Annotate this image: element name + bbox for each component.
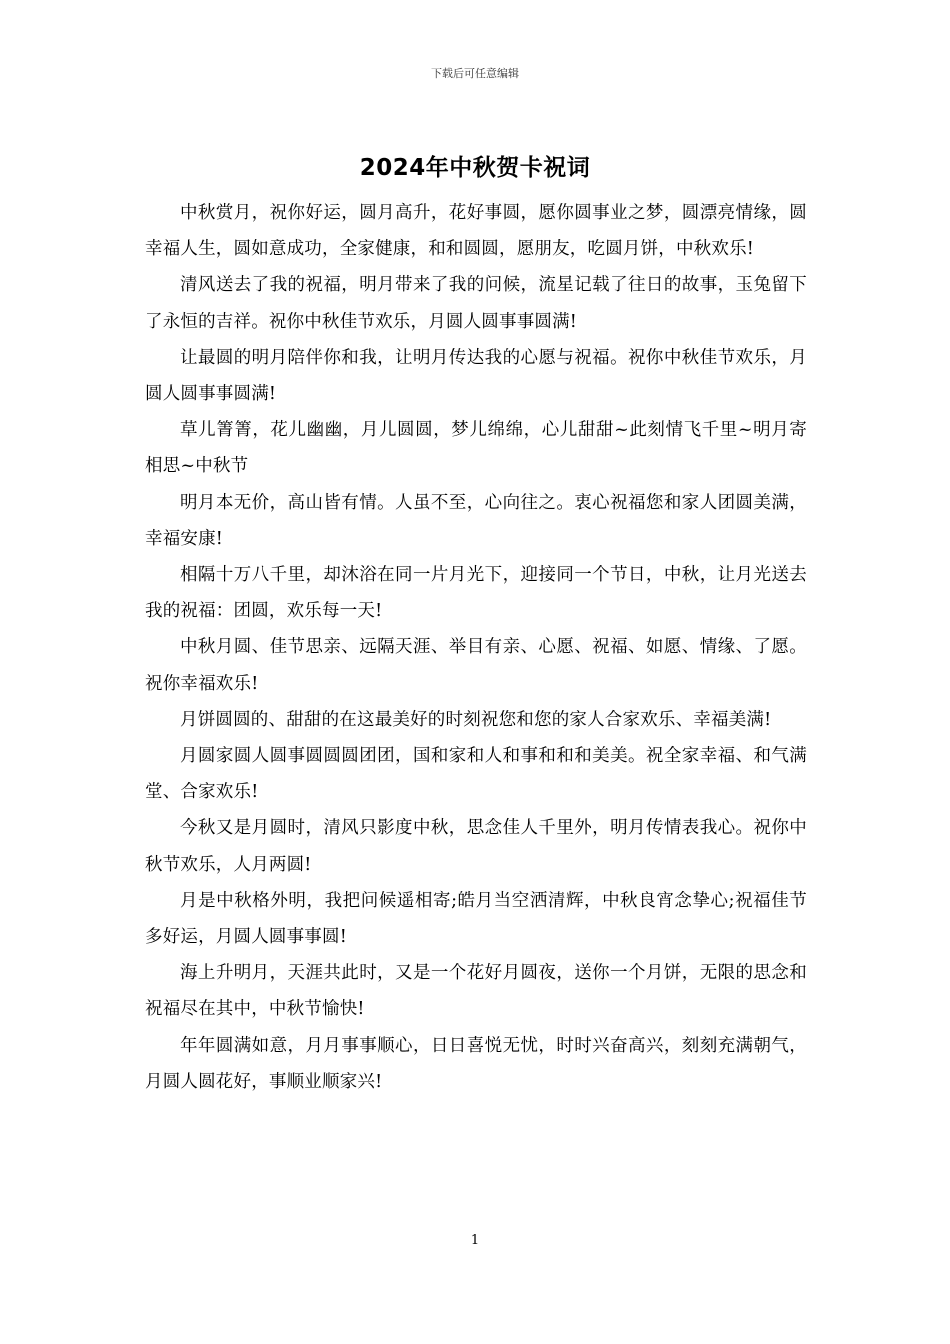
paragraph: 年年圆满如意，月月事事顺心，日日喜悦无忧，时时兴奋高兴，刻刻充满朝气，月圆人圆花好，事顺业顺家兴!: [145, 1035, 807, 1092]
paragraph: 清风送去了我的祝福，明月带来了我的问候，流星记载了往日的故事，玉兔留下了永恒的吉祥。祝你中秋佳节欢乐，月圆人圆事事圆满!: [145, 275, 807, 332]
paragraph: 明月本无价，高山皆有情。人虽不至，心向往之。衷心祝福您和家人团圆美满，幸福安康!: [145, 492, 807, 549]
paragraph: 今秋又是月圆时，清风只影度中秋，思念佳人千里外，明月传情表我心。祝你中秋节欢乐，人月两圆!: [145, 818, 807, 875]
page-header: 下载后可任意编辑: [431, 67, 519, 80]
paragraph: 月是中秋格外明，我把问候遥相寄;皓月当空洒清辉，中秋良宵念挚心;祝福佳节多好运，月圆人圆事事圆!: [145, 890, 807, 948]
paragraph: 月圆家圆人圆事圆圆圆团团，国和家和人和事和和和美美。祝全家幸福、和气满堂、合家欢乐!: [145, 746, 807, 803]
paragraph: 草儿箐箐，花儿幽幽，月儿圆圆，梦儿绵绵，心儿甜甜~此刻情飞千里~明月寄相思~中秋节: [145, 420, 807, 477]
paragraph: 中秋月圆、佳节思亲、远隔天涯、举目有亲、心愿、祝福、如愿、情缘、了愿。祝你幸福欢乐!: [145, 637, 807, 694]
paragraph: 月饼圆圆的、甜甜的在这最美好的时刻祝您和您的家人合家欢乐、幸福美满!: [180, 709, 772, 730]
paragraph: 海上升明月，天涯共此时，又是一个花好月圆夜，送你一个月饼，无限的思念和祝福尽在其中，中秋节愉快!: [145, 963, 807, 1020]
paragraph: 相隔十万八千里，却沐浴在同一片月光下，迎接同一个节日，中秋，让月光送去我的祝福：团圆，欢乐每一天!: [145, 565, 807, 622]
document-body: [145, 195, 807, 1100]
paragraph: 让最圆的明月陪伴你和我，让明月传达我的心愿与祝福。祝你中秋佳节欢乐，月圆人圆事事圆满!: [145, 347, 807, 405]
paragraph: 中秋赏月，祝你好运，圆月高升，花好事圆，愿你圆事业之梦，圆漂亮情缘，圆幸福人生，圆如意成功，全家健康，和和圆圆，愿朋友，吃圆月饼，中秋欢乐!: [145, 203, 807, 260]
document-title: 2024年中秋贺卡祝词: [359, 155, 591, 181]
page-number: 1: [470, 1233, 480, 1248]
